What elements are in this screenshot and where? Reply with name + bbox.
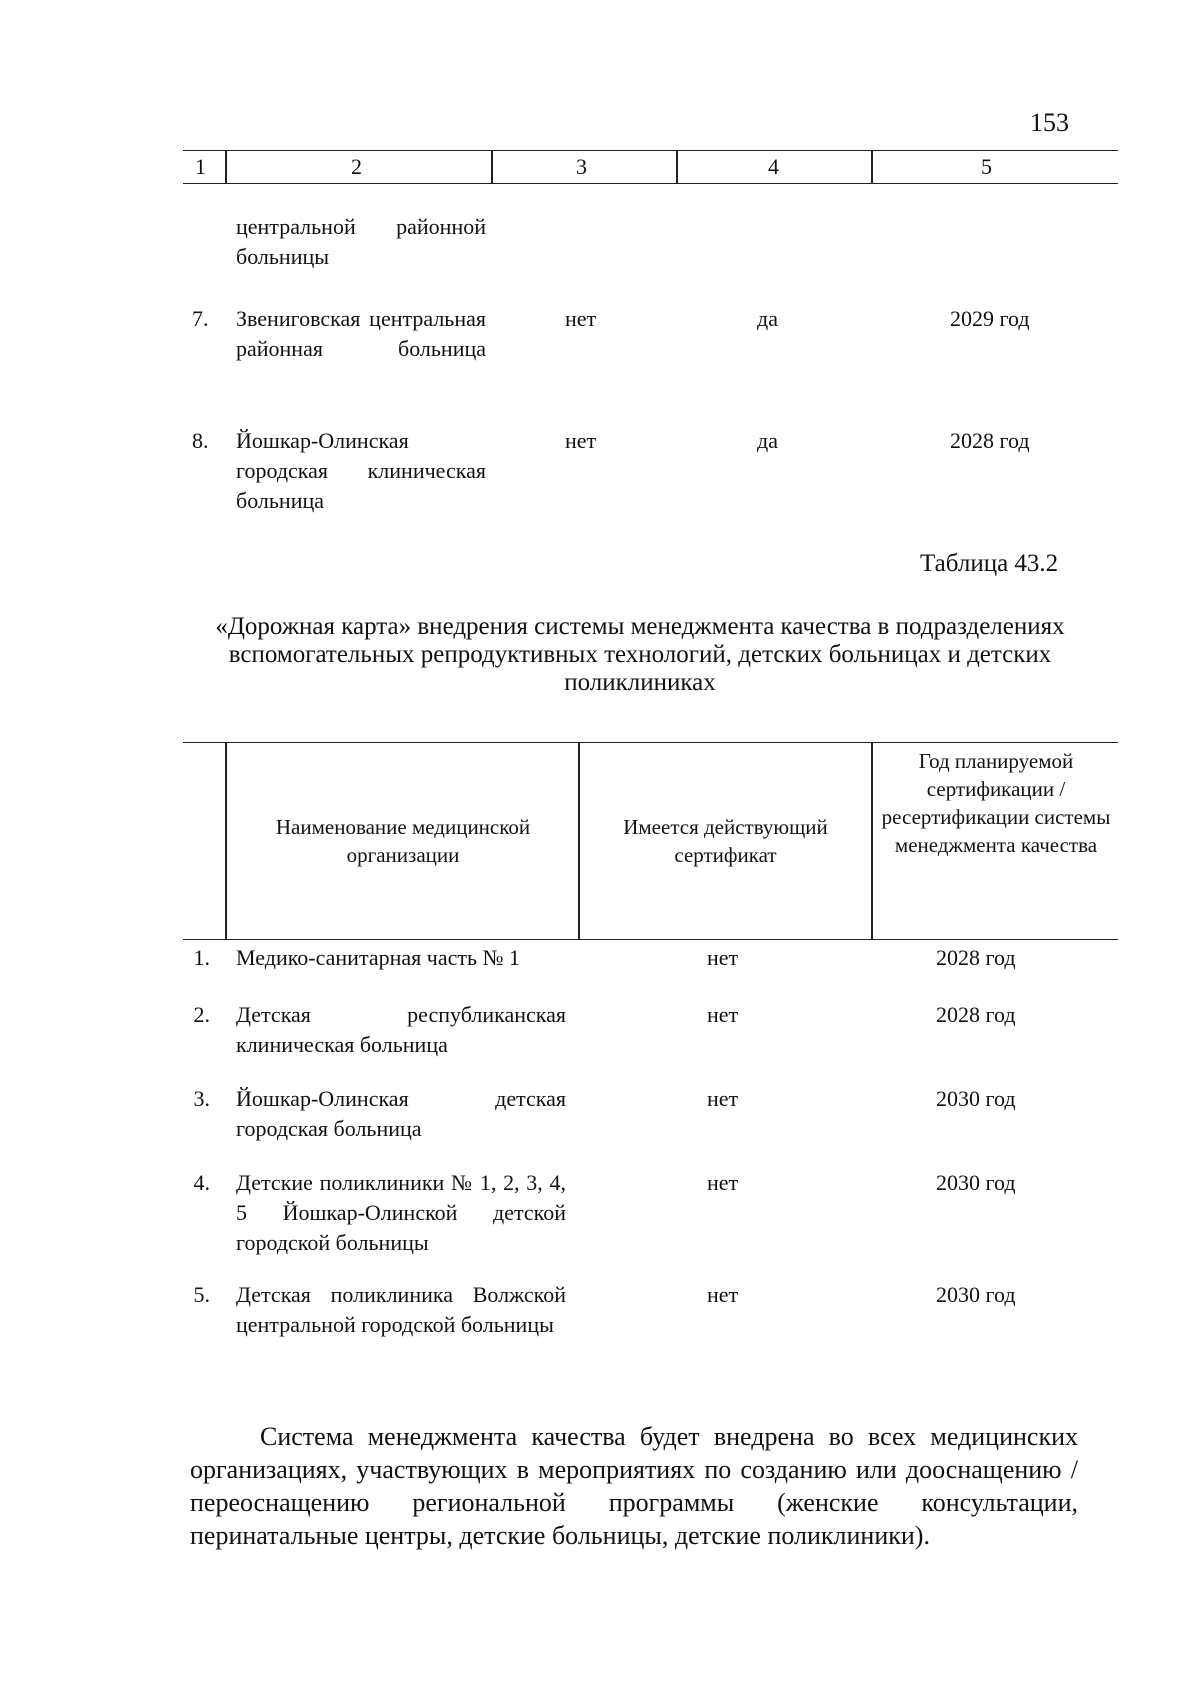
column-divider [491,151,493,183]
cont-row-3-col5: 2028 год [950,428,1030,453]
t2-row-2-num: 2. [193,1002,210,1027]
t2-row-5-year: 2030 год [936,1282,1016,1307]
t2-row-4-certificate: нет [707,1170,739,1195]
cont-row-1-name: центральной районной больницы [236,214,486,269]
t2-row-2-year: 2028 год [936,1002,1016,1027]
t2-row-5-name: Детская поликлиника Волжской центральной городской больницы [236,1282,566,1337]
t2-row-3-name: Йошкар-Олинская детская городская больница [236,1086,566,1141]
t2-row-3-certificate: нет [707,1086,739,1111]
cont-row-2-col4: да [757,306,778,331]
column-divider [871,743,873,939]
cont-row-2-col3: нет [565,306,597,331]
cont-row-3-num: 8. [192,428,209,453]
header-col-1: 1 [195,154,206,179]
t2-row-3-num: 3. [193,1086,210,1111]
column-divider [578,743,580,939]
header-col-3: 3 [576,154,587,179]
column-divider [225,743,227,939]
t2-row-5-num: 5. [193,1282,210,1307]
cont-row-2-col5: 2029 год [950,306,1030,331]
column-divider [676,151,678,183]
t2-row-5-certificate: нет [707,1282,739,1307]
t2-row-2-certificate: нет [707,1002,739,1027]
t2-row-4-num: 4. [193,1170,210,1195]
table2-header [183,742,1118,940]
column-divider [225,151,227,183]
t2-row-1-num: 1. [193,945,210,970]
t2-row-1-name: Медико-санитарная часть № 1 [236,945,520,970]
t2-row-3-year: 2030 год [936,1086,1016,1111]
cont-row-2-num: 7. [192,306,209,331]
closing-paragraph-text: Система менеджмента качества будет внедрена во всех медицинских организациях, участвующих в мероприятиях по созданию или дооснащению / переоснащению региональной программы (женские консультации, перинатальные центры, детские больницы, детские поликлиники). [190,1422,1078,1550]
page-number: 153 [1030,108,1069,137]
header-organization-name: Наименование медицинской организации [275,815,531,867]
t2-row-1-year: 2028 год [936,945,1016,970]
t2-row-1-certificate: нет [707,945,739,970]
continuation-table-header [183,150,1118,184]
cont-row-2-name: Звениговская центральная районная больница [236,306,486,361]
header-col-5: 5 [981,154,992,179]
cont-row-3-col4: да [757,428,778,453]
cont-row-3-col3: нет [565,428,597,453]
table-caption: Таблица 43.2 [920,550,1059,577]
column-divider [871,151,873,183]
header-certification-year: Год планируемой сертификации / ресертификации системы менеджмента качества [881,749,1111,857]
t2-row-4-name: Детские поликлиники № 1, 2, 3, 4, 5 Йошкар-Олинской детской городской больницы [236,1170,566,1255]
cont-row-3-name: Йошкар-Олинская городская клиническая больница [236,428,486,513]
header-certificate: Имеется действующий сертификат [623,815,828,867]
table-title: «Дорожная карта» внедрения системы менеджмента качества в подразделениях вспомогательных репродуктивных технологий, детских больницах и детских поликлиниках [215,613,1065,696]
t2-row-2-name: Детская республиканская клиническая больница [236,1002,566,1057]
closing-paragraph [190,1420,1078,1552]
header-col-2: 2 [351,154,362,179]
header-col-4: 4 [768,154,779,179]
t2-row-4-year: 2030 год [936,1170,1016,1195]
